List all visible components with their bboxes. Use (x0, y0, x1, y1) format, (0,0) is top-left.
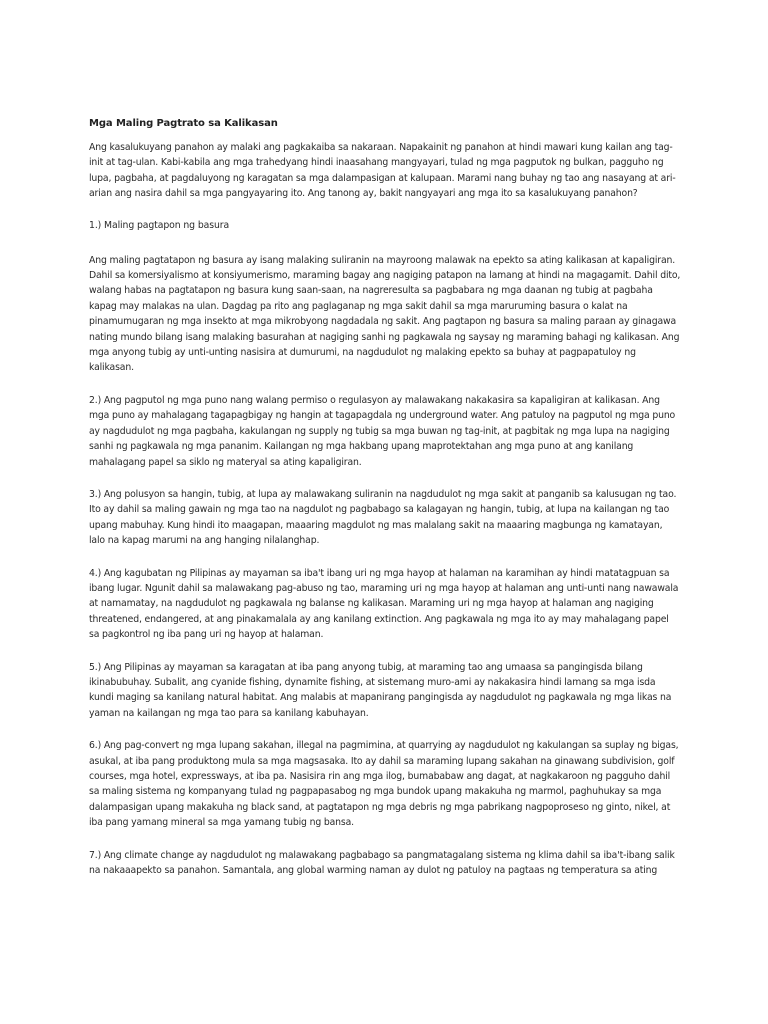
intro-paragraph: Ang kasalukuyang panahon ay malaki ang pagkakaiba sa nakaraan. Napakainit ng panahon at hindi mawari kung kailan ang tag-init at tag-ulan. Kabi-kabila ang mga trahedyang hindi inaasahang mangyayari, tulad ng mga pagputok ng bulkan, pagguho ng lupa, pagbaha, at pagdaluyong ng karagatan sa mga dalampasigan at kalupaan. Marami nang buhay ng tao ang nasayang at ari-arian ang nasira dahil sa mga pangyayaring ito. Ang tanong ay, bakit nangyayari ang mga ito sa kasalukuyang panahon? (89, 142, 676, 200)
paragraph-land-conversion: 6.) Ang pag-convert ng mga lupang sakahan, illegal na pagmimina, at quarrying ay nagdudulot ng kakulangan sa suplay ng bigas, asukal, at iba pang produktong mula sa mga magsasaka. Ito ay dahil sa maraming lupang sakahan na ginawang subdivision, golf courses, mga hotel, expressways, at iba pa. Nasisira rin ang mga ilog, bumababaw ang dagat, at nagkakaroon ng pagguho dahil sa maling sistema ng kompanyang tulad ng pagpapasabog ng mga bundok upang makakuha ng marmol, paghuhukay sa mga dalampasigan upang makakuha ng black sand, at pagtatapon ng mga debris ng mga pabrikang nagpoproseso ng ginto, nikel, at iba pang yamang mineral sa mga yamang tubig ng bansa. (89, 740, 679, 829)
paragraph-climate-change: 7.) Ang climate change ay nagdudulot ng malawakang pagbabago sa pangmatagalang sistema ng klima dahil sa iba't-ibang salik na nakaaapekto sa panahon. Samantala, ang global warming naman ay dulot ng patuloy na pagtaas ng temperatura sa ating (89, 849, 675, 877)
document-title: Mga Maling Pagtrato sa Kalikasan (89, 118, 278, 129)
paragraph-tree-cutting: 2.) Ang pagputol ng mga puno nang walang permiso o regulasyon ay malawakang nakakasira sa kapaligiran at kalikasan. Ang mga puno ay mahalagang tagapagbigay ng hangin at tagapagdala ng underground water. Ang patuloy na pagputol ng mga puno ay nagdudulot ng mga pagbaha, kakulangan ng supply ng tubig sa mga buwan ng tag-init, at pagbitak ng mga lupa na nagiging sanhi ng pagkawala ng mga pananim. Kailangan ng mga hakbang upang maprotektahan ang mga puno at ang kanilang mahalagang papel sa siklo ng materyal sa ating kapaligiran. (89, 394, 676, 468)
paragraph-biodiversity: 4.) Ang kagubatan ng Pilipinas ay mayaman sa iba't ibang uri ng mga hayop at halaman na karamihan ay hindi matatagpuan sa ibang lugar. Ngunit dahil sa malawakang pag-abuso ng tao, maraming uri ng mga hayop at halaman ang unti-unti nang nawawala at namamatay, na nagdudulot ng pagkawala ng balanse ng kalikasan. Maraming uri ng mga hayop at halaman ang nagiging threatened, endangered, at ang pinakamalala ay ang kanilang extinction. Ang pagkawala ng mga ito ay may mahalagang papel sa pagkontrol ng iba pang uri ng hayop at halaman. (89, 567, 679, 641)
paragraph-pollution: 3.) Ang polusyon sa hangin, tubig, at lupa ay malawakang suliranin na nagdudulot ng mga sakit at panganib sa kalusugan ng tao. Ito ay dahil sa maling gawain ng mga tao na nagdulot ng pagbabago sa kalagayan ng hangin, tubig, at lupa na kailangan ng tao upang mabuhay. Kung hindi ito maagapan, maaaring magdulot ng mas malalang sakit na maaaring magbunga ng kamatayan, lalo na kapag marumi na ang hanging nilalanghap. (89, 488, 677, 547)
paragraph-fishing: 5.) Ang Pilipinas ay mayaman sa karagatan at iba pang anyong tubig, at maraming tao ang umaasa sa pangingisda bilang ikinabubuhay. Subalit, ang cyanide fishing, dynamite fishing, at sistemang muro-ami ay nakakasira hindi lamang sa mga isda kundi maging sa kanilang natural habitat. Ang malabis at mapanirang pangingisda ay nagdudulot ng pagkawala ng mga likas na yaman na kailangan ng mga tao para sa kanilang kabuhayan. (89, 661, 672, 719)
section-heading: 1.) Maling pagtapon ng basura (89, 219, 230, 231)
paragraph-waste-disposal: Ang maling pagtatapon ng basura ay isang malaking suliranin na mayroong malawak na epekto sa ating kalikasan at kapaligiran. Dahil sa komersiyalismo at konsiyumerismo, maraming bagay ang nagiging patapon na lamang at hindi na magagamit. Dahil dito, walang habas na pagtatapon ng basura kung saan-saan, na nagreresulta sa pagbabara ng mga daanan ng tubig at pagbaha kapag may malakas na ulan. Dagdag pa rito ang paglaganap ng mga sakit dahil sa mga maruruming basura o kalat na pinamumugaran ng mga insekto at mga mikrobyong nagdadala ng sakit. Ang pagtapon ng basura sa maling paraan ay ginagawa nating mundo bilang isang malaking basurahan at nagiging sanhi ng pagkawala ng saysay ng maraming bahagi ng kalikasan. Ang mga anyong tubig ay unti-unting nasisira at dumurumi, na nagdudulot ng malaking epekto sa buhay at pagpapatuloy ng kalikasan. (89, 254, 681, 374)
document-body (89, 118, 681, 895)
